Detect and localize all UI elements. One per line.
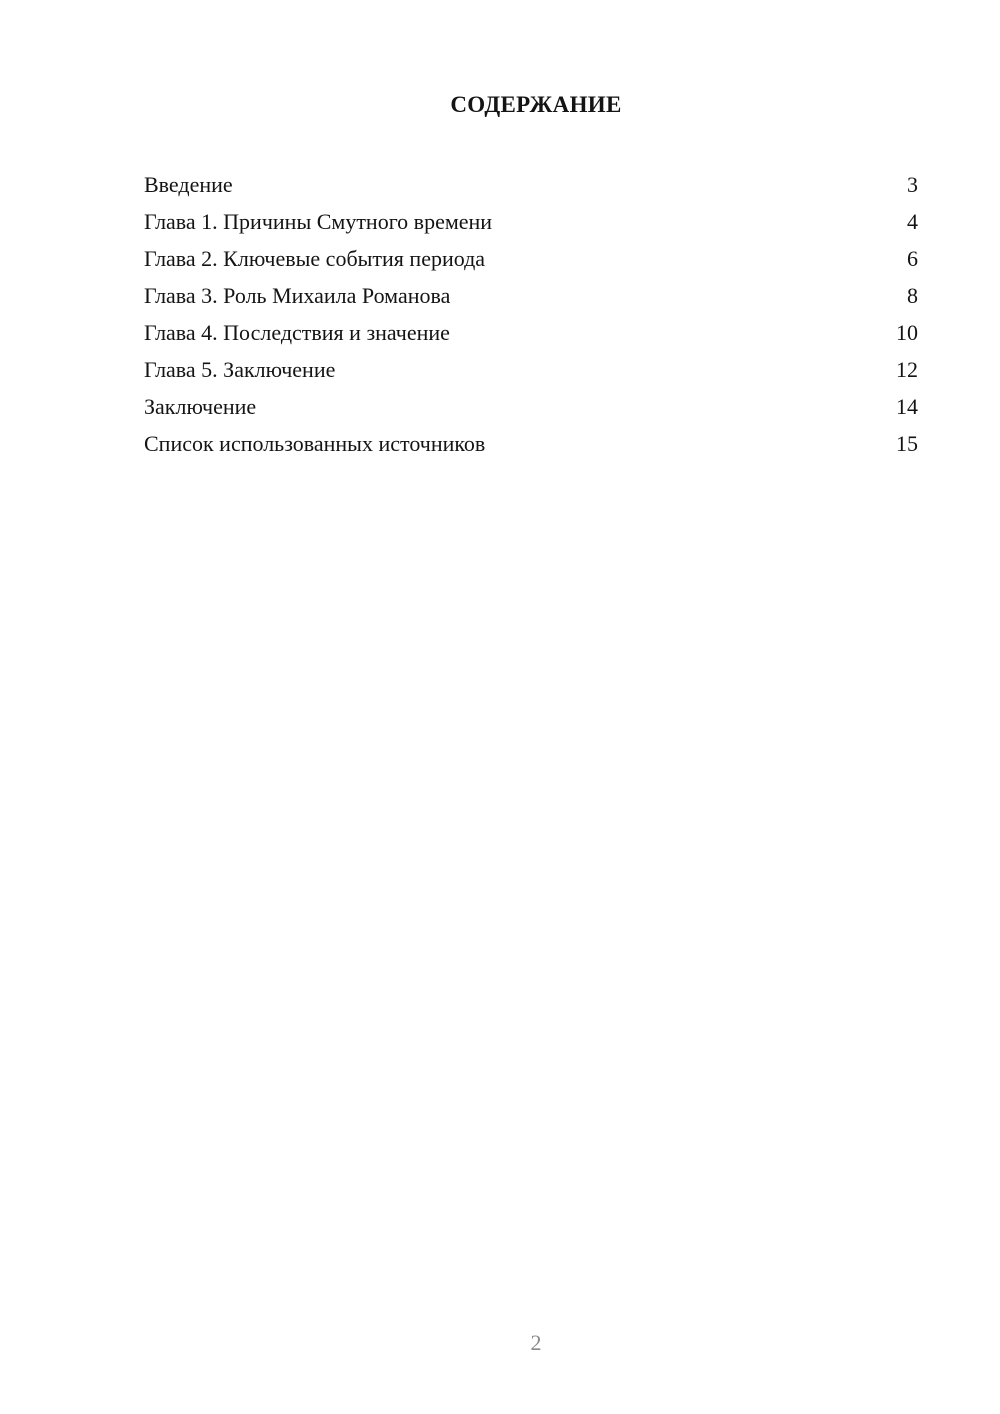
toc-entry-label: Заключение	[144, 394, 257, 419]
page-number: 2	[530, 1330, 542, 1355]
page-title: СОДЕРЖАНИЕ	[450, 92, 622, 117]
toc-entry-page: 12	[896, 357, 918, 382]
toc-entry-label: Глава 1. Причины Смутного времени	[144, 209, 493, 234]
table-of-contents	[144, 166, 918, 462]
toc-entry-page: 8	[907, 283, 918, 308]
toc-entry	[144, 314, 918, 351]
toc-entry-label: Глава 4. Последствия и значение	[144, 320, 450, 345]
toc-entry-page: 10	[896, 320, 918, 345]
toc-entry	[144, 240, 918, 277]
toc-entry-label: Глава 5. Заключение	[144, 357, 336, 382]
toc-entry-label: Введение	[144, 172, 233, 197]
toc-entry	[144, 388, 918, 425]
toc-entry-page: 3	[907, 172, 918, 197]
toc-entry	[144, 203, 918, 240]
toc-entry	[144, 425, 918, 462]
toc-entry-label: Глава 3. Роль Михаила Романова	[144, 283, 451, 308]
toc-entry-page: 15	[896, 431, 918, 456]
toc-entry	[144, 277, 918, 314]
toc-entry	[144, 351, 918, 388]
toc-entry	[144, 166, 918, 203]
toc-entry-page: 4	[907, 209, 918, 234]
toc-entry-page: 14	[896, 394, 918, 419]
toc-entry-page: 6	[907, 246, 918, 271]
toc-entry-label: Глава 2. Ключевые события периода	[144, 246, 486, 271]
toc-entry-label: Список использованных источников	[144, 431, 486, 456]
